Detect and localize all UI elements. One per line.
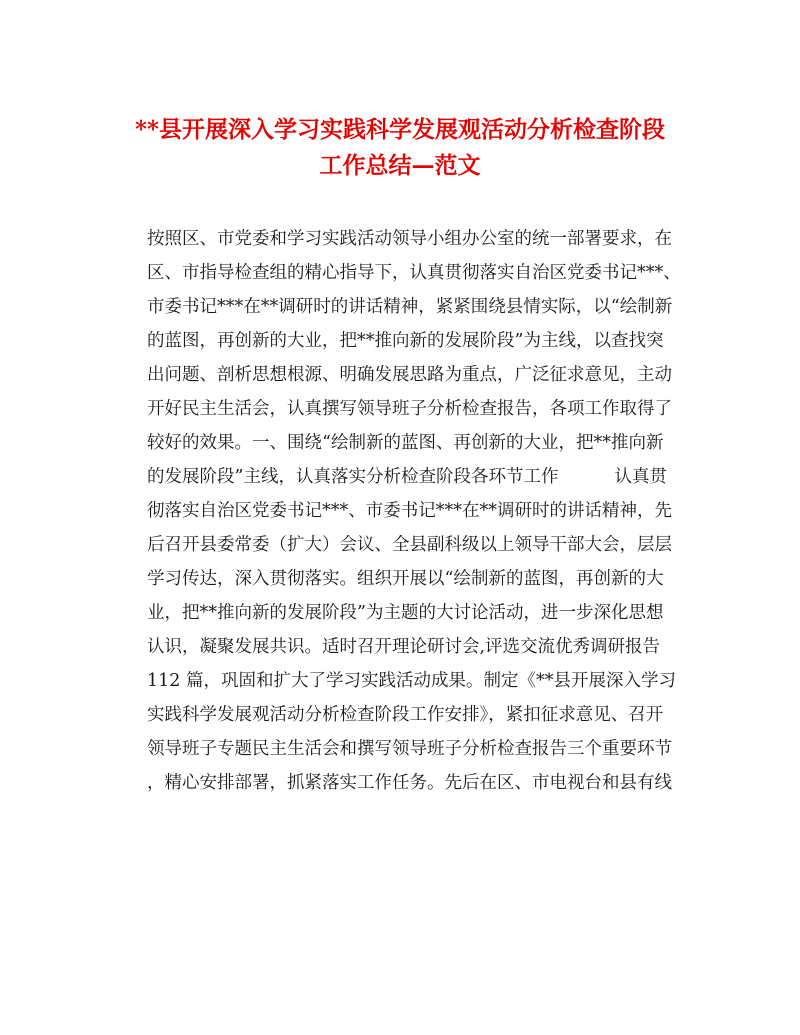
body-text-line: 较好的效果。一、围绕“绘制新的蓝图、再创新的大业，把**推向新 [147,433,664,453]
body-text-line: 112 篇，巩固和扩大了学习实践活动成果。制定《**县开展深入学习 [147,671,676,691]
body-text-line: 按照区、市党委和学习实践活动领导小组办公室的统一部署要求，在 [147,229,672,249]
body-text-line: 后召开县委常委（扩大）会议、全县副科级以上领导干部大会，层层 [147,535,672,555]
body-text-line: 市委书记***在**调研时的讲话精神，紧紧围绕县情实际，以“绘制新 [147,297,673,317]
body-text-line: 开好民主生活会，认真撰写领导班子分析检查报告，各项工作取得了 [147,399,672,419]
body-text-line: 区、市指导检查组的精心指导下，认真贯彻落实自治区党委书记***、 [147,263,681,283]
body-text-line: 的蓝图，再创新的大业，把**推向新的发展阶段”为主线，以查找突 [147,331,664,351]
body-text-line: 实践科学发展观活动分析检查阶段工作安排》，紧扣征求意见、召开 [147,705,664,725]
body-text-segment: 认真贯 [614,467,667,487]
body-text-line: 业，把**推向新的发展阶段”为主题的大讨论活动，进一步深化思想 [147,603,664,623]
body-text-line [147,460,667,494]
body-text-line: 学习传达，深入贯彻落实。组织开展以“绘制新的蓝图，再创新的大 [147,569,664,589]
body-text-line: 领导班子专题民主生活会和撰写领导班子分析检查报告三个重要环节 [147,739,672,759]
body-text-line: 出问题、剖析思想根源、明确发展思路为重点，广泛征求意见，主动 [147,365,672,385]
body-text-line: 认识，凝聚发展共识。适时召开理论研讨会,评选交流优秀调研报告 [147,637,661,657]
body-text-segment: 的发展阶段”主线，认真落实分析检查阶段各环节工作 [147,467,559,487]
document-title-line-1: **县开展深入学习实践科学发展观活动分析检查阶段 [134,116,666,143]
body-text-line: ，精心安排部署，抓紧落实工作任务。先后在区、市电视台和县有线 [147,773,672,793]
body-text-line: 彻落实自治区党委书记***、市委书记***在**调研时的讲话精神，先 [147,501,672,521]
document-title-line-2: 工作总结—范文 [319,152,481,179]
